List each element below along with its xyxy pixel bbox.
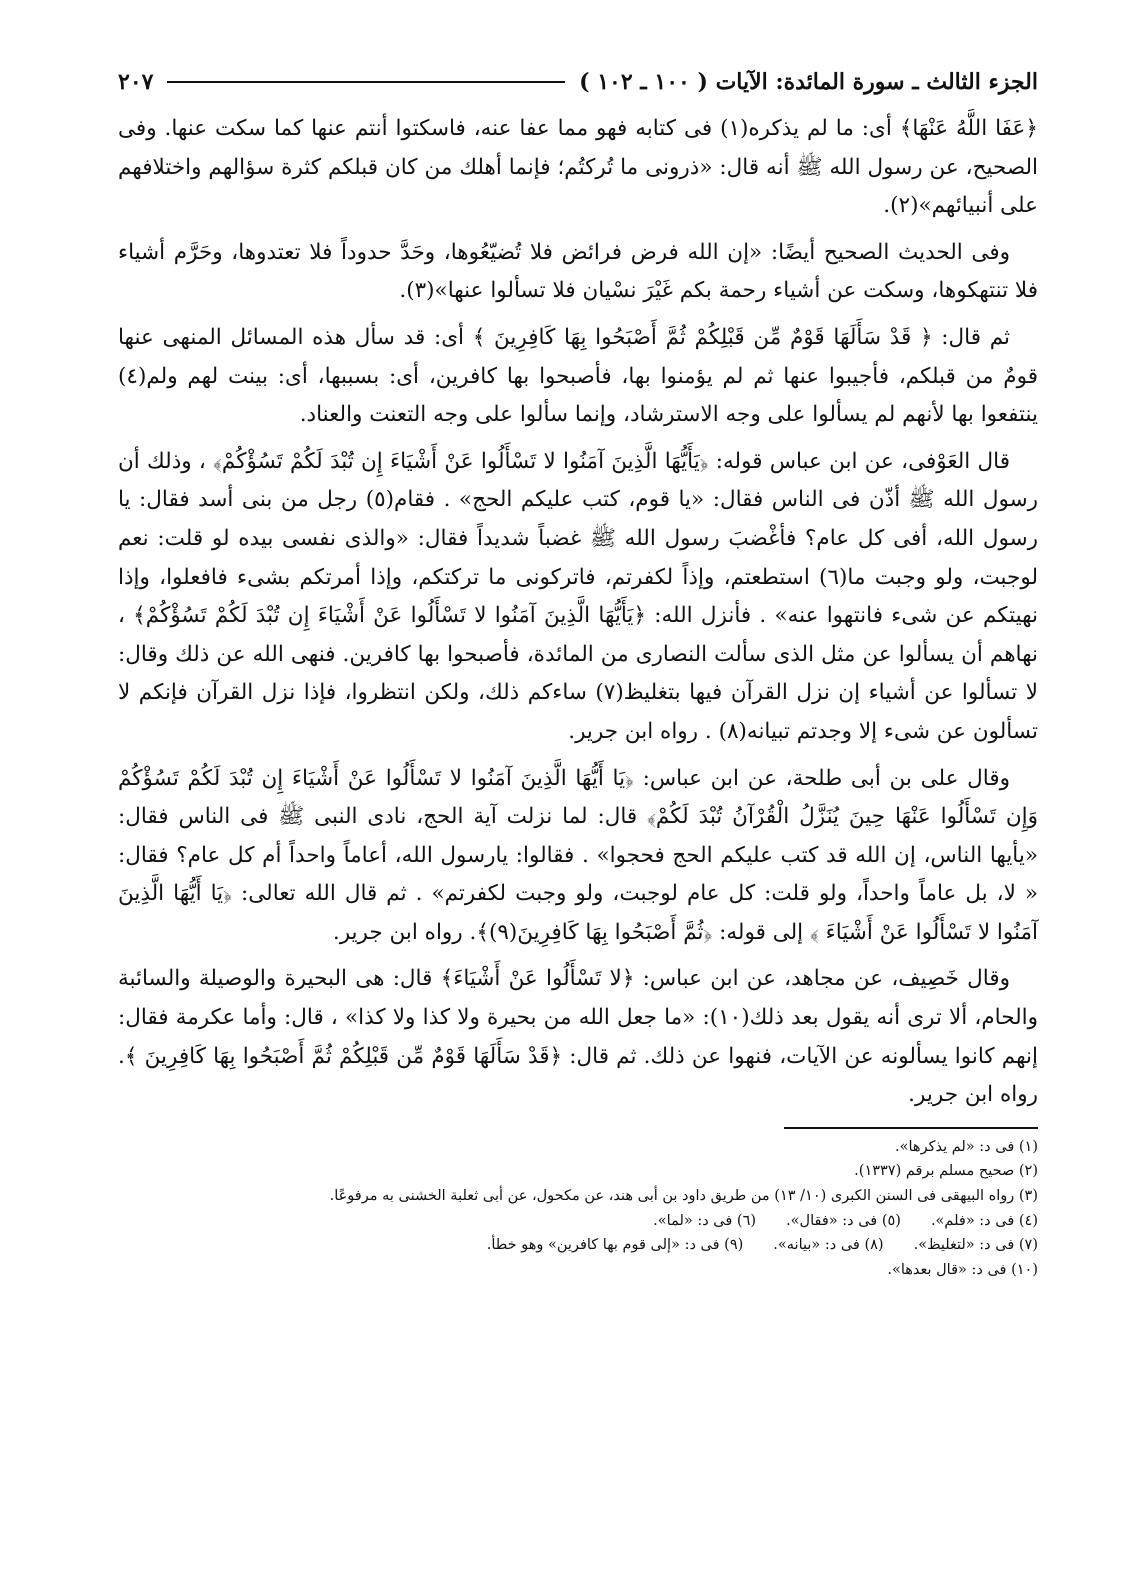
footnote-row-4-6	[118, 1209, 1038, 1234]
footnote-6: (٦) فى د: «لما».	[653, 1212, 757, 1229]
footnote-1: (١) فى د: «لم يذكرها».	[895, 1138, 1038, 1155]
header-rule	[167, 81, 565, 83]
footnote-2: (٢) صحيح مسلم برقم (١٣٣٧).	[854, 1163, 1038, 1180]
footnote-9: (٩) فى د: «إلى قوم بها كافرين» وهو خطأ.	[486, 1237, 744, 1254]
page	[118, 62, 1038, 1282]
footnotes	[118, 1135, 1038, 1283]
footnote-3: (٣) رواه البيهقى فى السنن الكبرى (١٠/ ١٣) من طريق داود بن أبى هند، عن مكحول، عن أبى ثعلبة الخشنى به مرفوعًا.	[329, 1188, 1038, 1205]
footnote-7: (٧) فى د: «لتغليظ».	[913, 1237, 1038, 1254]
footnote-4: (٤) فى د: «فلم».	[930, 1212, 1038, 1229]
paragraph-6: وقال خَصِيف، عن مجاهد، عن ابن عباس: ﴿لا تَسْأَلُوا عَنْ أَشْيَاءَ﴾ قال: هى البحيرة والوصيلة والسائبة والحام، ألا ترى أنه يقول بعد ذلك(١٠): «ما جعل الله من بحيرة ولا كذا ولا كذا» ، قال: وأما عكرمة فقال: إنهم كانوا يسألونه عن الآيات، فنهوا عن ذلك. ثم قال: ﴿قَدْ سَأَلَهَا قَوْمٌ مِّن قَبْلِكُمْ ثُمَّ أَصْبَحُوا بِهَا كَافِرِينَ ﴾. رواه ابن جرير.	[118, 966, 1038, 1108]
paragraph-2: وفى الحديث الصحيح أيضًا: «إن الله فرض فرائض فلا تُضيّعُوها، وحَدَّ حدوداً فلا تعتدوها، وحَرَّم أشياء فلا تنتهكوها، وسكت عن أشياء رحمة بكم غَيْرَ نسْيان فلا تسألوا عنها»(٣).	[118, 239, 1038, 304]
page-number: ٢٠٧	[118, 69, 154, 95]
footnote-10: (١٠) فى د: «قال بعدها».	[887, 1261, 1038, 1278]
footnote-8: (٨) فى د: «بيانه».	[773, 1237, 884, 1254]
footnote-row-7-9	[118, 1233, 1038, 1258]
footnote-separator	[784, 1127, 1038, 1129]
paragraph-1: ﴿عَفَا اللَّهُ عَنْهَا﴾ أى: ما لم يذكره(١) فى كتابه فهو مما عفا عنه، فاسكتوا أنتم عنها كما سكت عنها. وفى الصحيح، عن رسول الله ﷺ أنه قال: «ذرونى ما تُركتُم؛ فإنما أهلك من كان قبلكم كثرة سؤالهم واختلافهم على أنبيائهم»(٢).	[118, 116, 1038, 219]
paragraph-5: وقال على بن أبى طلحة، عن ابن عباس: ﴿يَا أَيُّهَا الَّذِينَ آمَنُوا لا تَسْأَلُوا عَنْ أَشْيَاءَ إِن تُبْدَ لَكُمْ تَسُؤْكُمْ وَإِن تَسْأَلُوا عَنْهَا حِينَ يُنَزَّلُ الْقُرْآنُ تُبْدَ لَكُمْ﴾ قال: لما نزلت آية الحج، نادى النبى ﷺ فى الناس فقال: «يأيها الناس، إن الله قد كتب عليكم الحج فحجوا» . فقالوا: يارسول الله، أعاماً واحداً أم كل عام؟ فقال: « لا، بل عاماً واحداً، ولو قلت: كل عام لوجبت، ولو وجبت لكفرتم» . ثم قال الله تعالى: ﴿يَا أَيُّهَا الَّذِينَ آمَنُوا لا تَسْأَلُوا عَنْ أَشْيَاءَ ﴾ إلى قوله: ﴿ثُمَّ أَصْبَحُوا بِهَا كَافِرِينَ(٩)﴾. رواه ابن جرير.	[118, 765, 1038, 945]
paragraph-3: ثم قال: ﴿ قَدْ سَأَلَهَا قَوْمٌ مِّن قَبْلِكُمْ ثُمَّ أَصْبَحُوا بِهَا كَافِرِينَ ﴾ أى: قد سأل هذه المسائل المنهى عنها قومٌ من قبلكم، فأجيبوا عنها ثم لم يؤمنوا بها، فأصبحوا بها كافرين، أى: بسببها، أى: بينت لهم ولم(٤) ينتفعوا بها لأنهم لم يسألوا على وجه الاسترشاد، وإنما سألوا على وجه التعنت والعناد.	[118, 324, 1038, 428]
paragraph-4: قال العَوْفى، عن ابن عباس قوله: ﴿يَأَيُّهَا الَّذِينَ آمَنُوا لا تَسْأَلُوا عَنْ أَشْيَاءَ إِن تُبْدَ لَكُمْ تَسُؤْكُمْ﴾ ، وذلك أن رسول الله ﷺ أذّن فى الناس فقال: «يا قوم، كتب عليكم الحج» . فقام(٥) رجل من بنى أسد فقال: يا رسول الله، أفى كل عام؟ فأغْضبَ رسول الله ﷺ غضباً شديداً فقال: «والذى نفسى بيده لو قلت: نعم لوجبت، ولو وجبت ما(٦) استطعتم، وإذاً لكفرتم، فاتركونى ما تركتكم، وإذا أمرتكم بشىء فافعلوا، وإذا نهيتكم عن شىء فانتهوا عنه» . فأنزل الله: ﴿يَأَيُّهَا الَّذِينَ آمَنُوا لا تَسْأَلُوا عَنْ أَشْيَاءَ إِن تُبْدَ لَكُمْ تَسُؤْكُمْ﴾ ، نهاهم أن يسألوا عن مثل الذى سألت النصارى من المائدة، فأصبحوا بها كافرين. فنهى الله عن ذلك وقال: لا تسألوا عن أشياء إن نزل القرآن فيها بتغليظ(٧) ساءكم ذلك، ولكن انتظروا، فإذا نزل القرآن فإنكم لا تسألون عن شىء إلا وجدتم تبيانه(٨) . رواه ابن جرير.	[118, 448, 1038, 744]
main-text	[118, 110, 1038, 1115]
footnote-5: (٥) فى د: «فقال».	[786, 1212, 901, 1229]
running-header	[118, 62, 1038, 102]
header-title: الجزء الثالث ـ سورة المائدة: الآيات ( ١٠٠ ـ ١٠٢ )	[579, 69, 1038, 95]
